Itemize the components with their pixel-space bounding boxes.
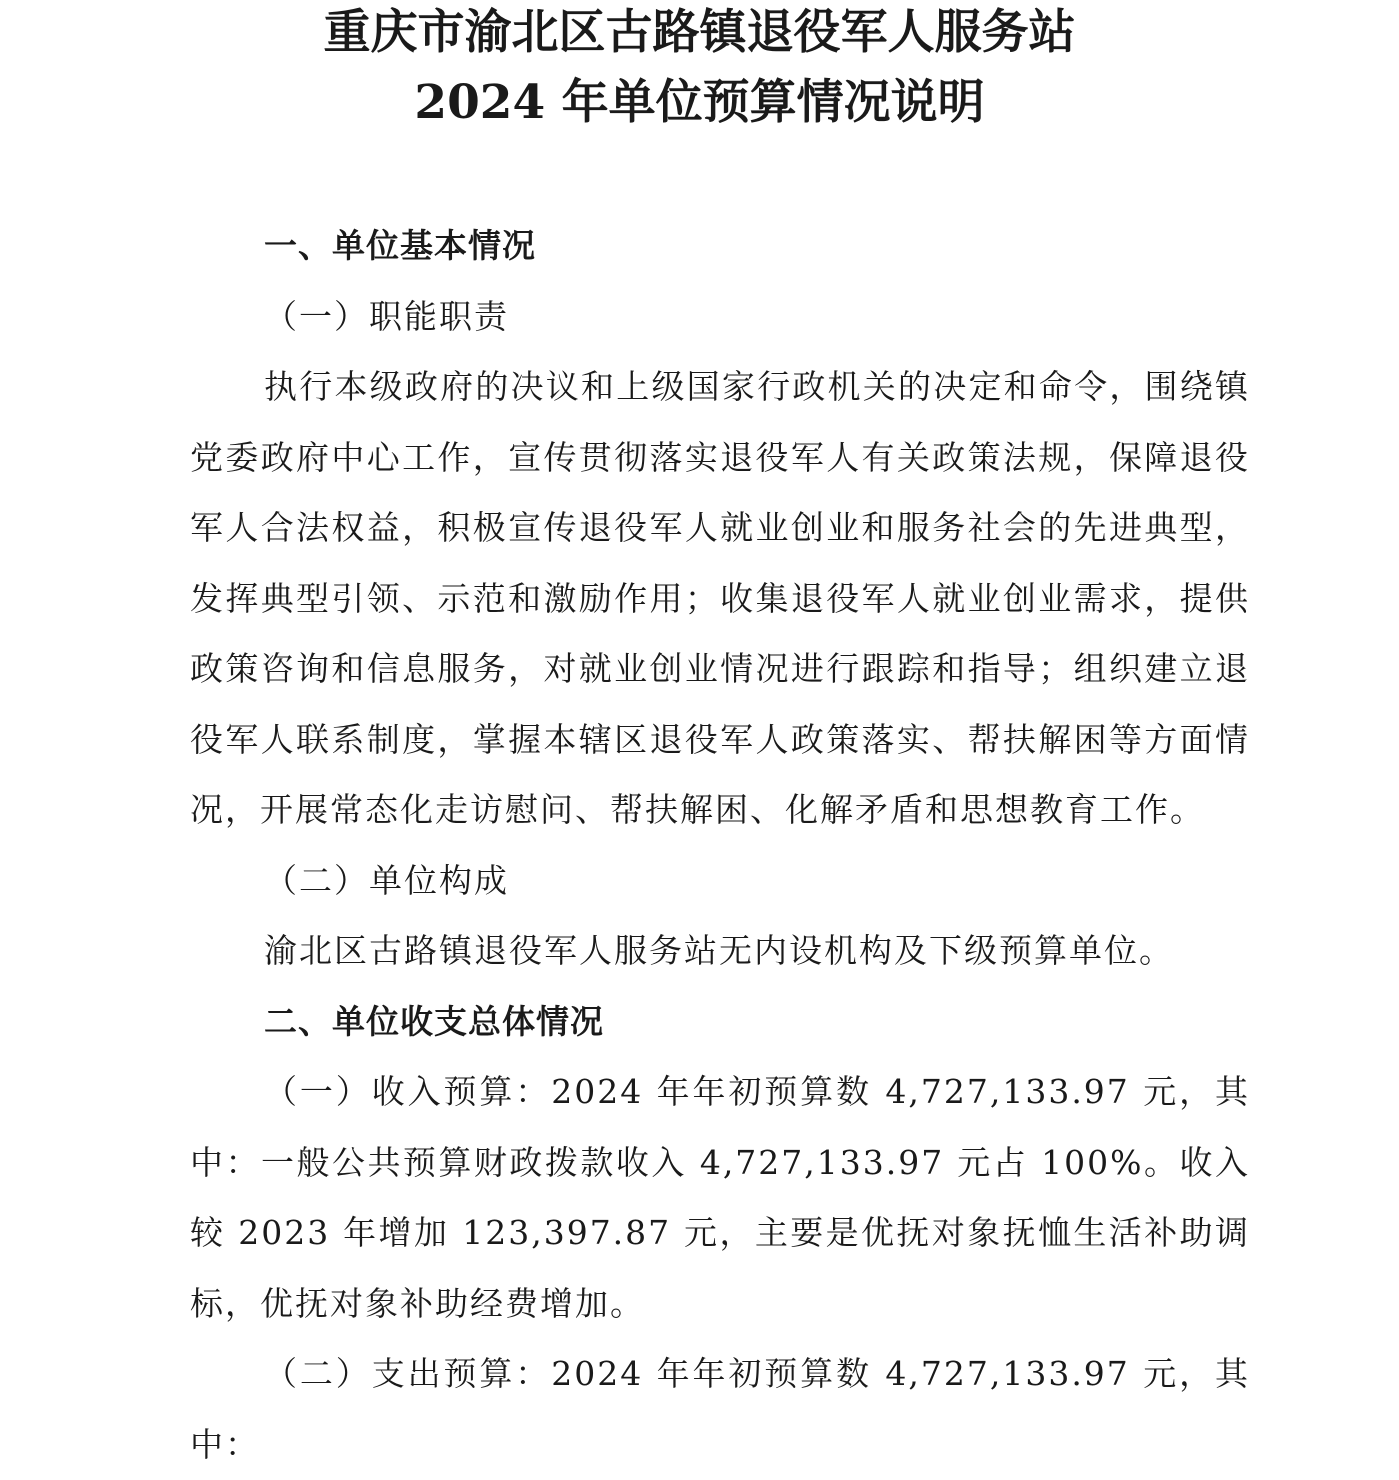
section-2-heading: 二、单位收支总体情况 — [264, 1001, 604, 1041]
section-1-sub-2-body: 渝北区古路镇退役军人服务站无内设机构及下级预算单位。 — [264, 931, 1174, 970]
section-1-sub-1-body: 执行本级政府的决议和上级国家行政机关的决定和命令，围绕镇党委政府中心工作，宣传贯彻落实退役军人有关政策法规，保障退役军人合法权益，积极宣传退役军人就业创业和服务社会的先进典型，发挥典型引领、示范和激励作用；收集退役军人就业创业需求，提供政策咨询和信息服务，对就业创业情况进行跟踪和指导；组织建立退役军人联系制度，掌握本辖区退役军人政策落实、帮扶解困等方面情况，开展常态化走访慰问、帮扶解困、化解矛盾和思想教育工作。 — [190, 367, 1250, 829]
section-1-sub-1-heading: （一）职能职责 — [264, 296, 509, 336]
section-1-heading: 一、单位基本情况 — [264, 226, 536, 265]
document-title-line-1: 重庆市渝北区古路镇退役军人服务站 — [323, 5, 1076, 60]
document-title-line-2: 2024 年单位预算情况说明 — [414, 75, 985, 130]
section-2-income-paragraph: （一）收入预算：2024 年年初预算数 4,727,133.97 元，其中：一般公共预算财政拨款收入 4,727,133.97 元占 100%。收入较 2023 年增加 123,397.87 元，主要是优抚对象抚恤生活补助调标，优抚对象补助经费增加。 — [190, 1072, 1250, 1323]
section-1-sub-2-heading: （二）单位构成 — [264, 860, 509, 900]
section-2-expense-paragraph: （二）支出预算：2024 年年初预算数 4,727,133.97 元，其中： — [190, 1354, 1250, 1464]
document-body — [190, 211, 1250, 1480]
